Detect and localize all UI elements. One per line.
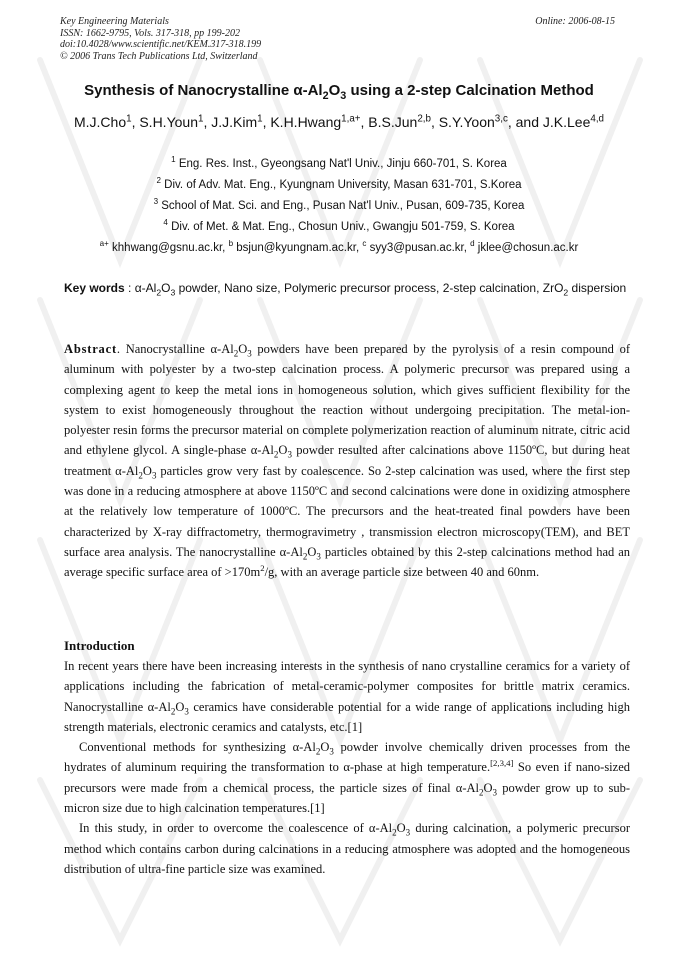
intro-text: O [483, 780, 493, 795]
email-mark: d [470, 239, 475, 249]
abstract-text: O [142, 463, 152, 478]
title-subscript: 3 [340, 90, 347, 102]
doi-line: doi:10.4028/www.scientific.net/KEM.317-318.199 [60, 39, 262, 50]
intro-paragraph [64, 818, 630, 879]
author-name: J.K.Lee [542, 114, 591, 130]
abstract-subscript: 2 [233, 348, 239, 359]
abstract-subscript: 3 [287, 449, 292, 460]
intro-subscript: 2 [479, 787, 484, 798]
author-separator: , [131, 114, 140, 130]
issn-line: ISSN: 1662-9795, Vols. 317-318, pp 199-202 [60, 27, 240, 39]
author-name: S.Y.Yoon [438, 114, 495, 130]
keywords-subscript: 3 [170, 287, 176, 298]
author-separator: , [203, 114, 212, 130]
abstract-text: O [278, 443, 288, 458]
online-date: Online: 2006-08-15 [535, 16, 615, 27]
affiliation-text: School of Mat. Sci. and Eng., Pusan Nat'l Univ., Pusan, 609-735, Korea [158, 200, 525, 212]
affiliation-mark: 1 [171, 155, 176, 165]
email-text: khhwang@gsnu.ac.kr, [108, 242, 229, 254]
affiliation-list [40, 154, 638, 259]
title-text: O [328, 82, 341, 99]
author-separator: , and [507, 114, 543, 130]
abstract-subscript: 3 [316, 551, 321, 562]
affiliation-line [40, 154, 638, 175]
author-name: B.S.Jun [368, 114, 418, 130]
email-mark: c [362, 239, 367, 249]
affiliation-mark: 2 [156, 176, 161, 186]
author-name: M.J.Cho [73, 114, 127, 130]
abstract-text: O [238, 342, 248, 356]
affiliation-mark: 4 [163, 218, 168, 228]
keywords-subscript: 2 [563, 287, 569, 298]
author-list [70, 112, 608, 132]
title-alpha: α [293, 82, 303, 99]
title-text: -Al [302, 82, 323, 99]
email-text: bsjun@kyungnam.ac.kr, [233, 242, 363, 254]
journal-header [60, 16, 261, 62]
intro-subscript: 2 [315, 746, 321, 757]
affiliation-line [40, 175, 638, 196]
intro-text: ceramics have considerable potential for a wide range of applications including high strength materials, electronic ceramics and catalysts, etc.[1] [64, 699, 630, 734]
intro-paragraph [64, 737, 630, 818]
title-text: Synthesis of Nanocrystalline [84, 82, 294, 99]
intro-text: So even if nano-sized precursors were made from a chemical process, the particle sizes of final α-Al [64, 760, 630, 795]
intro-text: powder involve chemically driven processes from the hydrates of aluminum requiring the transformation to α-phase at high temperature. [64, 740, 630, 775]
keywords-text: dispersion [568, 281, 627, 295]
author-separator: , [360, 114, 369, 130]
section-heading-introduction: Introduction [64, 638, 135, 653]
intro-paragraph [64, 656, 630, 737]
author-mark: 1 [126, 113, 132, 125]
abstract-subscript: 2 [273, 449, 279, 460]
abstract-text: powders have been prepared by the pyrolysis of a resin compound of aluminum with polyester by a two-step calcination process. A polymeric precursor was prepared using a complexing agent to keep the metal ions in homogeneous solution, which gives sufficient flexibility for the system to exist homogeneously throughout the reaction without undergoing precipitation. The metal-ion-polyester resin forms the precursor material on complete polymerization reaction of aluminum nitrate, citric acid and ethylene glycol. A single-phase α-Al [64, 342, 630, 458]
intro-subscript: 2 [392, 827, 397, 838]
intro-text: In this study, in order to overcome the coalescence of α-Al [79, 821, 393, 836]
author-mark: 1 [257, 113, 263, 125]
author-name: S.H.Youn [139, 114, 198, 130]
email-text: jklee@chosun.ac.kr [474, 242, 579, 254]
author-mark: 2,b [417, 113, 431, 125]
intro-text: during calcination, a polymeric precursor method which contains carbon during calcinations in a reducing atmosphere was adopted and the homogeneous distribution of ultra-fine particle size was examined. [64, 821, 630, 876]
abstract-text: . Nanocrystalline α-Al [116, 342, 234, 356]
keywords-text: : [124, 281, 135, 295]
affiliation-mark: 3 [153, 197, 159, 207]
citation-superscript: [2,3,4] [490, 758, 514, 769]
email-mark: a+ [99, 239, 109, 249]
abstract-section [64, 339, 630, 583]
abstract-label: Abstract [64, 342, 117, 356]
title-text: using a 2-step Calcination Method [346, 82, 594, 99]
author-mark: 1 [197, 113, 204, 125]
intro-subscript: 3 [405, 827, 411, 838]
introduction-section [64, 656, 630, 879]
affiliation-line [40, 196, 638, 217]
author-name: K.H.Hwang [270, 114, 342, 130]
intro-text: O [396, 821, 406, 836]
intro-subscript: 3 [492, 787, 498, 798]
intro-subscript: 3 [184, 706, 189, 717]
title-subscript: 2 [322, 90, 329, 102]
abstract-text: /g, with an average particle size between 40 and 60nm. [264, 565, 540, 580]
abstract-subscript: 3 [151, 470, 157, 481]
abstract-text: powder resulted after calcinations above 1150ºC, but during heat treatment α-Al [64, 443, 630, 478]
copyright-line: © 2006 Trans Tech Publications Ltd, Switzerland [60, 50, 258, 62]
author-mark: 1,a+ [341, 113, 361, 125]
intro-text: O [320, 740, 330, 755]
intro-text: O [175, 699, 185, 714]
keywords-text: α-Al [134, 281, 157, 295]
paper-title [20, 82, 658, 100]
affiliation-text: Div. of Adv. Mat. Eng., Kyungnam University, Masan 631-701, S.Korea [160, 179, 522, 191]
author-mark: 3,c [494, 113, 508, 125]
abstract-text: particles obtained by this 2-step calcinations method had an average specific surface area of >170m [64, 544, 630, 580]
journal-name: Key Engineering Materials [60, 16, 169, 27]
email-line [40, 238, 638, 259]
abstract-subscript: 2 [138, 470, 143, 481]
affiliation-line [40, 217, 638, 238]
intro-text: powder grow up to sub-micron size due to high calcination temperatures.[1] [64, 780, 630, 816]
keywords-section [64, 278, 630, 299]
abstract-subscript: 2 [302, 551, 308, 562]
email-mark: b [228, 239, 234, 249]
author-separator: , [430, 114, 439, 130]
intro-text: Conventional methods for synthesizing α-Al [79, 740, 316, 755]
intro-subscript: 2 [170, 706, 176, 717]
keywords-text: O [161, 281, 171, 295]
abstract-subscript: 3 [247, 348, 252, 359]
keywords-subscript: 2 [156, 287, 162, 298]
abstract-text: O [307, 544, 317, 559]
keywords-text: powder, Nano size, Polymeric precursor process, 2-step calcination, ZrO [175, 281, 564, 295]
author-name: J.J.Kim [211, 114, 258, 130]
keywords-label: Key words [64, 281, 125, 295]
intro-subscript: 3 [329, 746, 334, 757]
intro-text: In recent years there have been increasing interests in the synthesis of nano crystalline ceramics for a variety of applications including the fabrication of metal-ceramic-polymer composites for brittle matrix ceramics. Nanocrystalline α-Al [64, 659, 630, 714]
email-text: syy3@pusan.ac.kr, [366, 242, 471, 254]
author-mark: 4,d [590, 113, 604, 125]
abstract-superscript: 2 [260, 563, 265, 574]
affiliation-text: Eng. Res. Inst., Gyeongsang Nat'l Univ., Jinju 660-701, S. Korea [175, 158, 507, 170]
author-separator: , [262, 114, 271, 130]
affiliation-text: Div. of Met. & Mat. Eng., Chosun Univ., Gwangju 501-759, S. Korea [167, 221, 515, 233]
abstract-text: particles grow very fast by coalescence. So 2-step calcination was used, where the first step was done in a reducing atmosphere at above 1150ºC and second calcinations were done in oxidizing atmosphere at the relatively low temperature of 1000ºC. The precursors and the heat-treated final powders have been characterized by X-ray diffractometry, thermogravimetry , transmission electron microscopy(TEM), and BET surface area analysis. The nanocrystalline α-Al [64, 463, 630, 559]
